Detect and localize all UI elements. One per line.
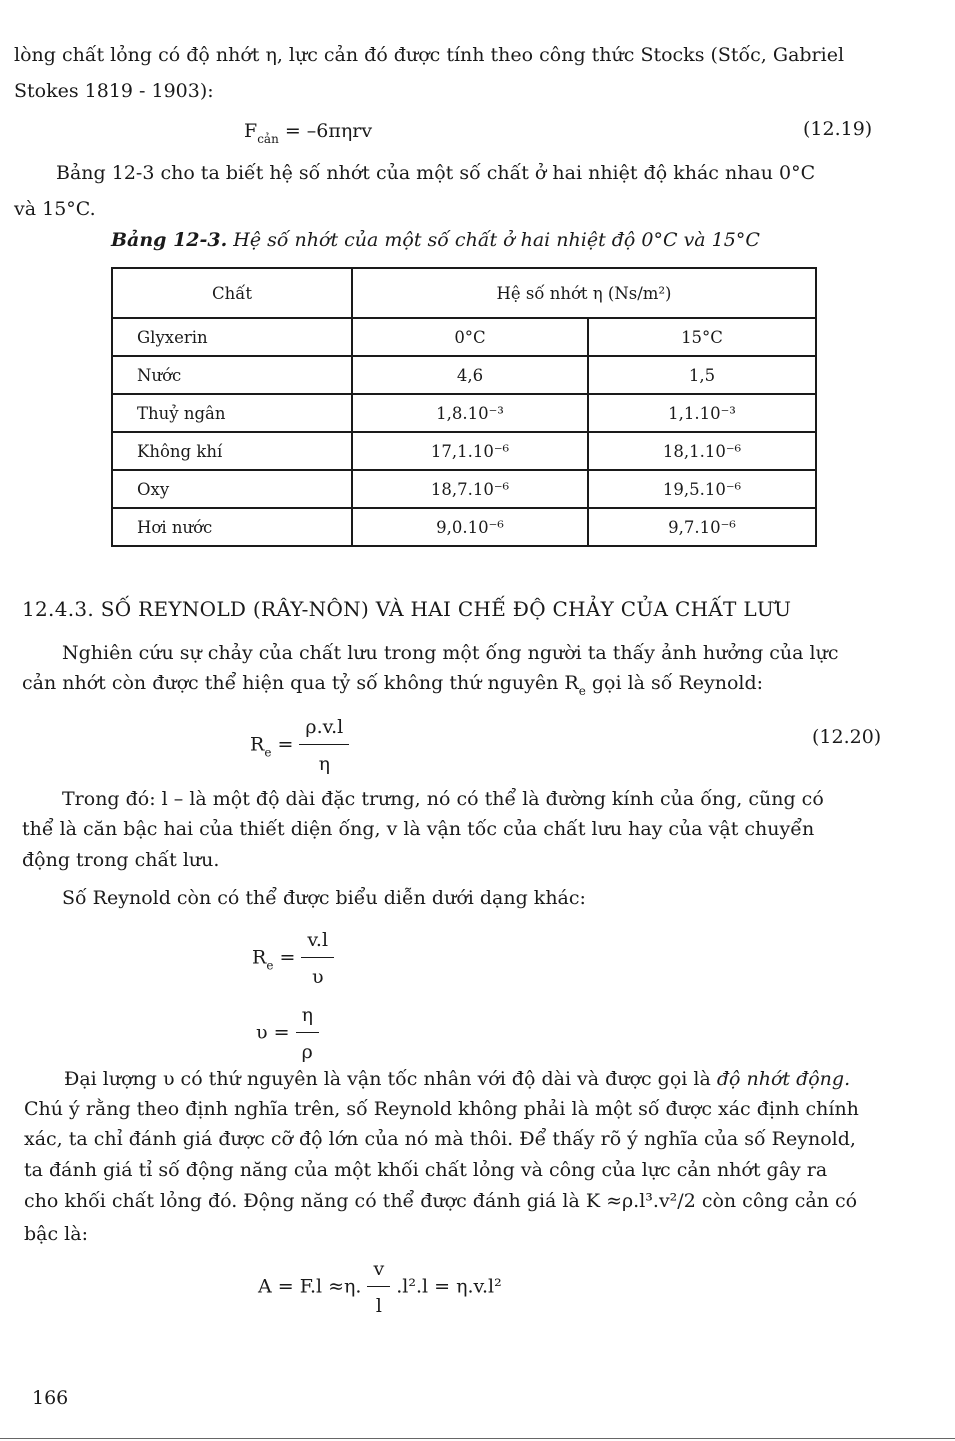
row-substance: Không khí <box>112 432 352 470</box>
bottom-rule <box>0 1438 955 1439</box>
para4-line-1-em: độ nhớt động. <box>716 1068 851 1090</box>
para4-line-2: Chú ý rằng theo định nghĩa trên, số Reynold không phải là một số được xác định chính <box>24 1098 859 1120</box>
para3: Số Reynold còn có thể được biểu diễn dưới dạng khác: <box>62 887 586 909</box>
eq-a-lhs: A = F.l ≈η. <box>258 1275 368 1298</box>
para1-line-2a: cản nhớt còn được thể hiện qua tỷ số không thứ nguyên R <box>22 672 579 694</box>
row-value-0c: 17,1.10⁻⁶ <box>352 432 588 470</box>
row-substance: Glyxerin <box>112 318 352 356</box>
para4-line-6: bậc là: <box>24 1223 88 1245</box>
intro-line-2: Stokes 1819 - 1903): <box>14 80 214 102</box>
table-caption-text: Hệ số nhớt của một số chất ở hai nhiệt độ 0°C và 15°C <box>227 229 760 251</box>
row-value-15c: 18,1.10⁻⁶ <box>588 432 816 470</box>
table-caption-label: Bảng 12-3. <box>111 229 228 251</box>
equation-12-20-number: (12.20) <box>812 726 882 748</box>
table-header-row <box>112 268 816 318</box>
page-number: 166 <box>32 1387 69 1409</box>
eq-nu-numerator: η <box>296 1000 319 1033</box>
section-heading: 12.4.3. SỐ REYNOLD (RÂY-NÔN) VÀ HAI CHẾ ĐỘ CHẢY CỦA CHẤT LƯU <box>22 597 792 621</box>
row-value-0c: 9,0.10⁻⁶ <box>352 508 588 546</box>
table-intro-line-1: Bảng 12-3 cho ta biết hệ số nhớt của một số chất ở hai nhiệt độ khác nhau 0°C <box>56 162 816 184</box>
eq-re2-denominator: υ <box>311 966 324 988</box>
table-row <box>112 470 816 508</box>
row-value-0c: 4,6 <box>352 356 588 394</box>
eq-a-rhs: .l².l = η.v.l² <box>390 1275 502 1298</box>
table-row <box>112 318 816 356</box>
table-row <box>112 508 816 546</box>
table-intro-line-2: và 15°C. <box>14 198 96 220</box>
eq-12-20-eq: = <box>271 733 300 756</box>
para2-line-2: thể là căn bậc hai của thiết diện ống, v là vận tốc của chất lưu hay của vật chuyển <box>22 818 815 840</box>
eq-a-numerator: v <box>367 1254 390 1287</box>
eq-nu-lhs: υ = <box>256 1021 296 1044</box>
eq-12-19-rhs: = –6πηrv <box>278 120 373 142</box>
table-caption <box>111 229 760 251</box>
para1-line-2b: gọi là số Reynold: <box>585 672 764 694</box>
row-substance: Nước <box>112 356 352 394</box>
equation-kinematic-viscosity <box>256 1000 319 1067</box>
row-value-0c: 0°C <box>352 318 588 356</box>
eq-nu-fraction <box>296 1000 319 1067</box>
intro-line-1: lòng chất lỏng có độ nhớt η, lực cản đó được tính theo công thức Stocks (Stốc, Gabriel <box>14 44 845 66</box>
para4-line-5: cho khối chất lỏng đó. Động năng có thể được đánh giá là K ≈ρ.l³.v²/2 còn công cản có <box>24 1190 858 1212</box>
row-value-0c: 18,7.10⁻⁶ <box>352 470 588 508</box>
para2-line-1: Trong đó: l – là một độ dài đặc trưng, nó có thể là đường kính của ống, cũng có <box>62 788 824 810</box>
equation-12-20 <box>250 712 349 779</box>
table-row <box>112 394 816 432</box>
eq-12-20-lhs: R <box>250 733 265 756</box>
viscosity-table <box>111 267 817 547</box>
row-substance: Oxy <box>112 470 352 508</box>
para2-line-3: động trong chất lưu. <box>22 849 220 871</box>
row-value-15c: 1,5 <box>588 356 816 394</box>
para4-line-4: ta đánh giá tỉ số động năng của một khối chất lỏng và công của lực cản nhớt gây ra <box>24 1159 828 1181</box>
eq-12-20-numerator: ρ.v.l <box>299 712 349 745</box>
row-substance: Thuỷ ngân <box>112 394 352 432</box>
para4-line-1 <box>64 1064 850 1094</box>
eq-12-20-sub: e <box>264 745 272 760</box>
row-value-15c: 15°C <box>588 318 816 356</box>
eq-re2-sub: e <box>266 958 274 973</box>
equation-reynold-alt <box>252 925 334 992</box>
para4-line-3: xác, ta chỉ đánh giá được cỡ độ lớn của nó mà thôi. Để thấy rõ ý nghĩa của số Reynold, <box>24 1128 856 1150</box>
eq-re2-fraction <box>301 925 334 992</box>
row-value-15c: 9,7.10⁻⁶ <box>588 508 816 546</box>
eq-12-19-sub: cản <box>257 132 279 146</box>
header-substance: Chất <box>112 268 352 318</box>
row-substance: Hơi nước <box>112 508 352 546</box>
equation-work <box>258 1254 502 1321</box>
para1-sub: e <box>578 684 586 698</box>
eq-re2-numerator: v.l <box>301 925 334 958</box>
para4-line-1a: Đại lượng υ có thứ nguyên là vận tốc nhân với độ dài và được gọi là <box>64 1068 717 1090</box>
equation-12-19 <box>244 116 372 154</box>
table-row <box>112 432 816 470</box>
eq-re2-eq: = <box>273 946 302 969</box>
equation-12-19-number: (12.19) <box>803 118 873 140</box>
eq-re2-lhs: R <box>252 946 267 969</box>
eq-12-19-lhs: F <box>244 120 258 142</box>
eq-12-20-fraction <box>299 712 349 779</box>
table-row <box>112 356 816 394</box>
para1-line-1: Nghiên cứu sự chảy của chất lưu trong một ống người ta thấy ảnh hưởng của lực <box>62 642 839 664</box>
row-value-15c: 19,5.10⁻⁶ <box>588 470 816 508</box>
eq-12-20-denominator: η <box>318 753 331 775</box>
para1-line-2 <box>22 668 763 706</box>
header-viscosity: Hệ số nhớt η (Ns/m²) <box>352 268 816 318</box>
eq-a-fraction <box>367 1254 390 1321</box>
eq-nu-denominator: ρ <box>301 1041 313 1063</box>
eq-a-denominator: l <box>375 1295 382 1317</box>
row-value-15c: 1,1.10⁻³ <box>588 394 816 432</box>
row-value-0c: 1,8.10⁻³ <box>352 394 588 432</box>
